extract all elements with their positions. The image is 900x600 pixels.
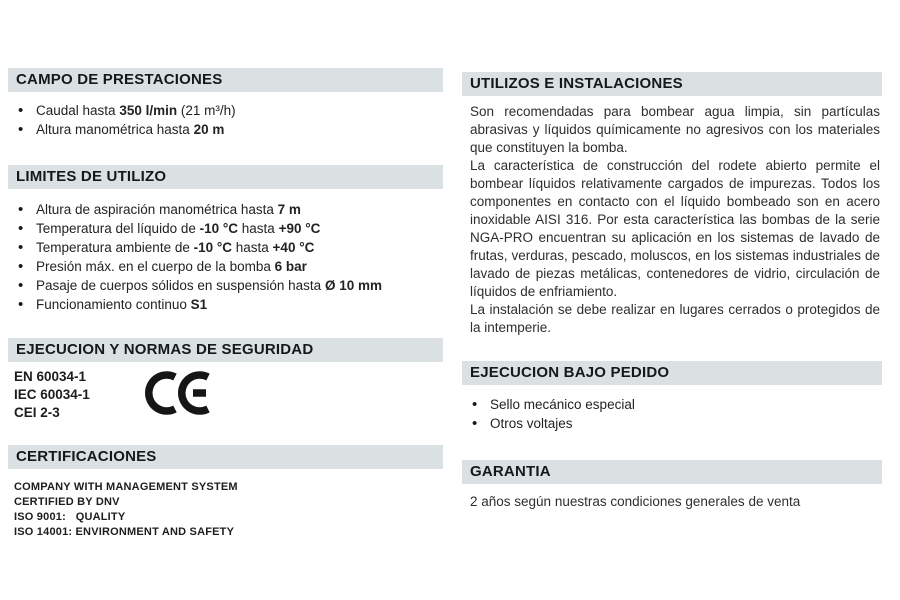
left-column	[8, 68, 443, 540]
section-certificaciones	[8, 445, 443, 540]
list-item: • Altura de aspiración manométrica hasta 7 m	[8, 200, 443, 219]
section-title-ejecucion-y-normas: EJECUCION Y NORMAS DE SEGURIDAD	[8, 338, 443, 362]
ce-mark-icon	[145, 370, 211, 421]
right-column	[462, 72, 882, 511]
usage-paragraph: La característica de construcción del rodete abierto permite el bombear líquidos relativamente cargados de impurezas. Todos los componentes en contacto con el líquido bombeado son en acero inoxidable AISI 316. Por esta característica las bombas de la serie NGA-PRO encuentran su aplicación en los sistemas de lavado de frutas, verduras, pescado, moluscos, en los sistemas industriales de lavado de piezas metálicas, contenedores de vidrio, circulación de líquidos de enfriamiento.	[470, 158, 880, 299]
usage-paragraph: Son recomendadas para bombear agua limpia, sin partículas abrasivas y líquidos químicamente no agresivos con los materiales que constituyen la bomba.	[470, 104, 880, 155]
section-title-limites-de-utilizo: LIMITES DE UTILIZO	[8, 165, 443, 189]
section-utilizos-e-instalaciones	[462, 72, 882, 337]
list-item: • Caudal hasta 350 l/min (21 m³/h)	[8, 101, 443, 120]
limits-bullet-list	[8, 200, 443, 314]
section-limites-de-utilizo	[8, 165, 443, 314]
usage-paragraph: La instalación se debe realizar en lugares cerrados o protegidos de la intemperie.	[470, 302, 880, 335]
section-campo-de-prestaciones	[8, 68, 443, 139]
list-item: CEI 2-3	[14, 405, 60, 420]
list-item: • Pasaje de cuerpos sólidos en suspensión hasta Ø 10 mm	[8, 276, 443, 295]
section-title-utilizos-e-instalaciones: UTILIZOS E INSTALACIONES	[462, 72, 882, 96]
section-title-campo-de-prestaciones: CAMPO DE PRESTACIONES	[8, 68, 443, 92]
list-item: IEC 60034-1	[14, 387, 90, 402]
section-ejecucion-y-normas	[8, 338, 443, 422]
on-request-bullet-list	[462, 395, 882, 433]
section-garantia	[462, 460, 882, 511]
list-item: • Sello mecánico especial	[462, 395, 882, 414]
section-title-ejecucion-bajo-pedido: EJECUCION BAJO PEDIDO	[462, 361, 882, 385]
list-item: ISO 14001: ENVIRONMENT AND SAFETY	[14, 526, 235, 538]
list-item: • Presión máx. en el cuerpo de la bomba 6 bar	[8, 257, 443, 276]
section-title-garantia: GARANTIA	[462, 460, 882, 484]
warranty-text: 2 años según nuestras condiciones generales de venta	[470, 494, 801, 509]
list-item: • Temperatura ambiente de -10 °C hasta +40 °C	[8, 238, 443, 257]
list-item: • Otros voltajes	[462, 414, 882, 433]
standards-row	[8, 368, 443, 422]
certification-line-list	[8, 480, 443, 540]
section-ejecucion-bajo-pedido	[462, 361, 882, 433]
section-title-certificaciones: CERTIFICACIONES	[8, 445, 443, 469]
list-item: CERTIFIED BY DNV	[14, 496, 120, 508]
performance-bullet-list	[8, 101, 443, 139]
list-item: • Altura manométrica hasta 20 m	[8, 120, 443, 139]
list-item: COMPANY WITH MANAGEMENT SYSTEM	[14, 481, 238, 493]
usage-paragraphs	[462, 103, 882, 337]
list-item: • Temperatura del líquido de -10 °C hasta +90 °C	[8, 219, 443, 238]
list-item: EN 60034-1	[14, 369, 87, 384]
list-item: ISO 9001: QUALITY	[14, 511, 126, 523]
standards-code-list	[8, 368, 90, 422]
list-item: • Funcionamiento continuo S1	[8, 295, 443, 314]
